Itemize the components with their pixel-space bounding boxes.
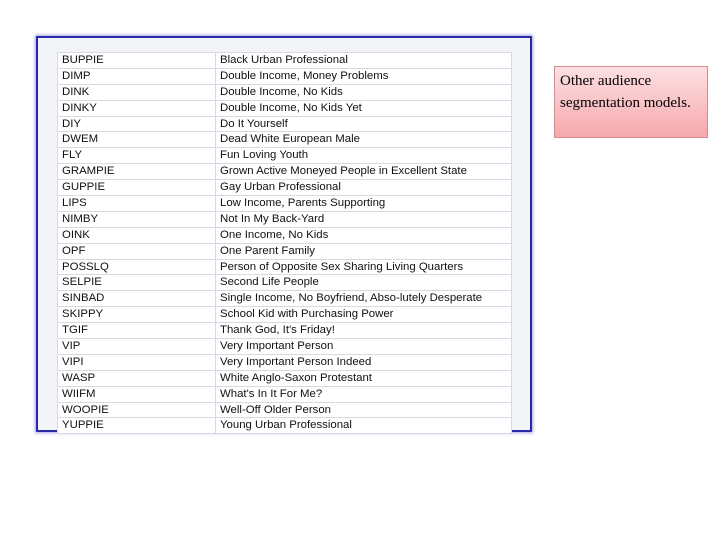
table-row [58, 291, 512, 307]
acronym-table-image [36, 36, 532, 432]
meaning-cell: Well-Off Older Person [216, 402, 512, 418]
acronym-cell: OINK [58, 227, 216, 243]
meaning-cell: Second Life People [216, 275, 512, 291]
table-row [58, 180, 512, 196]
acronym-cell: VIP [58, 339, 216, 355]
meaning-cell: Not In My Back-Yard [216, 211, 512, 227]
acronym-cell: DIY [58, 116, 216, 132]
acronym-cell: POSSLQ [58, 259, 216, 275]
table-row [58, 354, 512, 370]
acronym-cell: WASP [58, 370, 216, 386]
table-row [58, 402, 512, 418]
acronym-cell: WIIFM [58, 386, 216, 402]
table-row [58, 275, 512, 291]
acronym-cell: WOOPIE [58, 402, 216, 418]
meaning-cell: One Income, No Kids [216, 227, 512, 243]
table-row [58, 323, 512, 339]
caption-note: Other audience segmentation models. [554, 66, 708, 138]
acronym-table [57, 52, 512, 434]
table-row [58, 164, 512, 180]
meaning-cell: Thank God, It's Friday! [216, 323, 512, 339]
acronym-cell: FLY [58, 148, 216, 164]
acronym-cell: TGIF [58, 323, 216, 339]
meaning-cell: Grown Active Moneyed People in Excellent State [216, 164, 512, 180]
acronym-cell: SELPIE [58, 275, 216, 291]
meaning-cell: Young Urban Professional [216, 418, 512, 434]
meaning-cell: Double Income, No Kids [216, 84, 512, 100]
meaning-cell: Single Income, No Boyfriend, Abso-lutely Desperate [216, 291, 512, 307]
meaning-cell: Do It Yourself [216, 116, 512, 132]
acronym-cell: GUPPIE [58, 180, 216, 196]
meaning-cell: What's In It For Me? [216, 386, 512, 402]
acronym-cell: OPF [58, 243, 216, 259]
acronym-cell: GRAMPIE [58, 164, 216, 180]
meaning-cell: Gay Urban Professional [216, 180, 512, 196]
acronym-table-body [58, 53, 512, 434]
table-row [58, 418, 512, 434]
meaning-cell: School Kid with Purchasing Power [216, 307, 512, 323]
meaning-cell: White Anglo-Saxon Protestant [216, 370, 512, 386]
meaning-cell: Dead White European Male [216, 132, 512, 148]
table-row [58, 370, 512, 386]
meaning-cell: Very Important Person [216, 339, 512, 355]
table-row [58, 211, 512, 227]
table-row [58, 116, 512, 132]
table-row [58, 386, 512, 402]
table-row [58, 196, 512, 212]
acronym-cell: DWEM [58, 132, 216, 148]
table-row [58, 148, 512, 164]
table-row [58, 307, 512, 323]
table-row [58, 132, 512, 148]
table-row [58, 339, 512, 355]
acronym-cell: NIMBY [58, 211, 216, 227]
acronym-cell: SKIPPY [58, 307, 216, 323]
table-row [58, 84, 512, 100]
meaning-cell: Person of Opposite Sex Sharing Living Quarters [216, 259, 512, 275]
meaning-cell: One Parent Family [216, 243, 512, 259]
table-row [58, 259, 512, 275]
acronym-cell: BUPPIE [58, 53, 216, 69]
acronym-cell: DINKY [58, 100, 216, 116]
meaning-cell: Double Income, Money Problems [216, 68, 512, 84]
acronym-cell: DINK [58, 84, 216, 100]
table-row [58, 100, 512, 116]
table-row [58, 68, 512, 84]
acronym-cell: SINBAD [58, 291, 216, 307]
acronym-cell: YUPPIE [58, 418, 216, 434]
acronym-cell: DIMP [58, 68, 216, 84]
table-row [58, 53, 512, 69]
meaning-cell: Double Income, No Kids Yet [216, 100, 512, 116]
meaning-cell: Fun Loving Youth [216, 148, 512, 164]
meaning-cell: Low Income, Parents Supporting [216, 196, 512, 212]
table-row [58, 227, 512, 243]
acronym-cell: VIPI [58, 354, 216, 370]
meaning-cell: Very Important Person Indeed [216, 354, 512, 370]
acronym-cell: LIPS [58, 196, 216, 212]
table-row [58, 243, 512, 259]
meaning-cell: Black Urban Professional [216, 53, 512, 69]
